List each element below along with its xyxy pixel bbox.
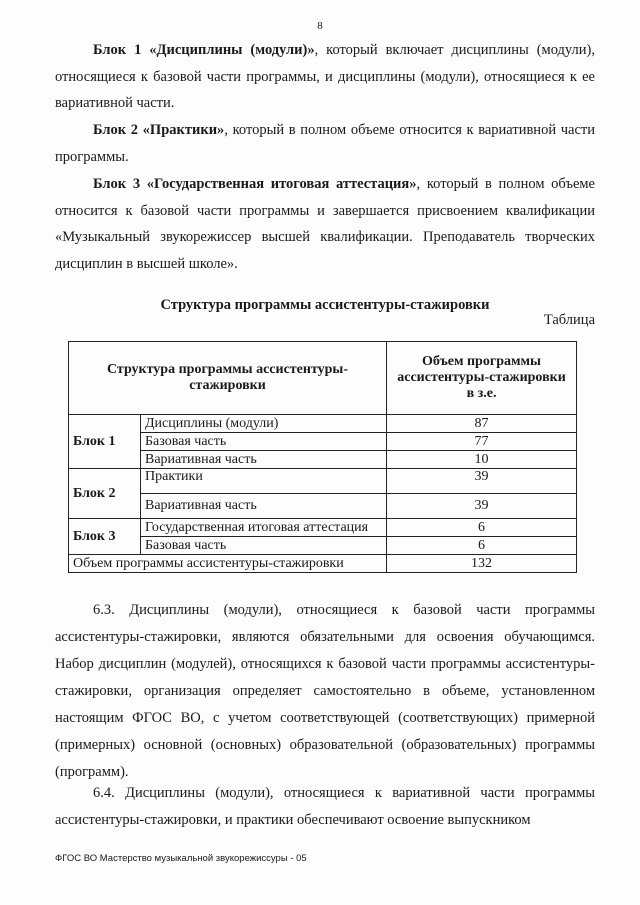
- row-name: Базовая часть: [141, 433, 387, 451]
- row-value: 10: [387, 451, 577, 469]
- paragraph-block-1: [55, 37, 595, 117]
- program-structure-table: [68, 341, 577, 573]
- row-name: Практики: [141, 469, 387, 494]
- table-row: [69, 537, 577, 555]
- row-name: Базовая часть: [141, 537, 387, 555]
- paragraph-6-4: 6.4. Дисциплины (модули), относящиеся к вариативной части программы ассистентуры-стажировки, и практики обеспечивают освоение выпускником: [55, 785, 595, 828]
- row-value: 6: [387, 537, 577, 555]
- row-name: Государственная итоговая аттестация: [141, 519, 387, 537]
- row-value: 39: [387, 494, 577, 519]
- row-value: 39: [387, 469, 577, 494]
- table-row: [69, 519, 577, 537]
- block-2-title: Блок 2 «Практики»: [93, 122, 225, 138]
- total-name: Объем программы ассистентуры-стажировки: [69, 555, 387, 573]
- page-number: 8: [317, 20, 323, 32]
- table-row: [69, 451, 577, 469]
- block-3-description: , который в полном объеме относится к базовой части программы и завершается присвоением квалификации «Музыкальный звукорежиссер высшей квалификации. Преподаватель творческих дисциплин в высшей школе».: [55, 176, 595, 272]
- block-1-description: , который включает дисциплины (модули), относящиеся к базовой части программы, и дисциплины (модули), относящиеся к ее вариативной части.: [55, 42, 595, 111]
- header-volume: Объем программы ассистентуры-стажировки в з.е.: [387, 342, 577, 415]
- paragraph-6-3: 6.3. Дисциплины (модули), относящиеся к базовой части программы ассистентуры-стажировки, являются обязательными для освоения обучающимся. Набор дисциплин (модулей), относящихся к базовой части программы ассистентуры-стажировки, организация определяет самостоятельно в объеме, установленном настоящим ФГОС ВО, с учетом соответствующей (соответствующих) примерной (примерных) основной (основных) образовательной (образовательных) программы (программ).: [55, 602, 595, 780]
- row-name: Вариативная часть: [141, 494, 387, 519]
- table-header-row: [69, 342, 577, 415]
- header-volume-unit: в з.е.: [466, 386, 497, 401]
- table-row: [69, 469, 577, 494]
- block-2-description: , который в полном объеме относится к вариативной части программы.: [55, 122, 595, 165]
- header-structure: Структура программы ассистентуры-стажировки: [69, 342, 387, 415]
- table-total-row: [69, 555, 577, 573]
- table-title: Структура программы ассистентуры-стажировки: [160, 297, 490, 313]
- paragraph-block-3: [55, 171, 595, 277]
- block-1-title: Блок 1 «Дисциплины (модули)»: [93, 42, 315, 58]
- table-row: [69, 494, 577, 519]
- block-cell: Блок 2: [69, 469, 141, 519]
- paragraph-block-2: [55, 117, 595, 170]
- block-cell: Блок 3: [69, 519, 141, 555]
- block-3-title: Блок 3 «Государственная итоговая аттестация»: [93, 176, 417, 192]
- row-value: 77: [387, 433, 577, 451]
- row-value: 87: [387, 415, 577, 433]
- total-value: 132: [387, 555, 577, 573]
- table-row: [69, 433, 577, 451]
- row-name: Дисциплины (модули): [141, 415, 387, 433]
- page-footer: ФГОС ВО Мастерство музыкальной звукорежиссуры - 05: [55, 853, 307, 864]
- table-row: [69, 415, 577, 433]
- table-label: Таблица: [543, 312, 595, 328]
- row-name: Вариативная часть: [141, 451, 387, 469]
- block-cell: Блок 1: [69, 415, 141, 469]
- row-value: 6: [387, 519, 577, 537]
